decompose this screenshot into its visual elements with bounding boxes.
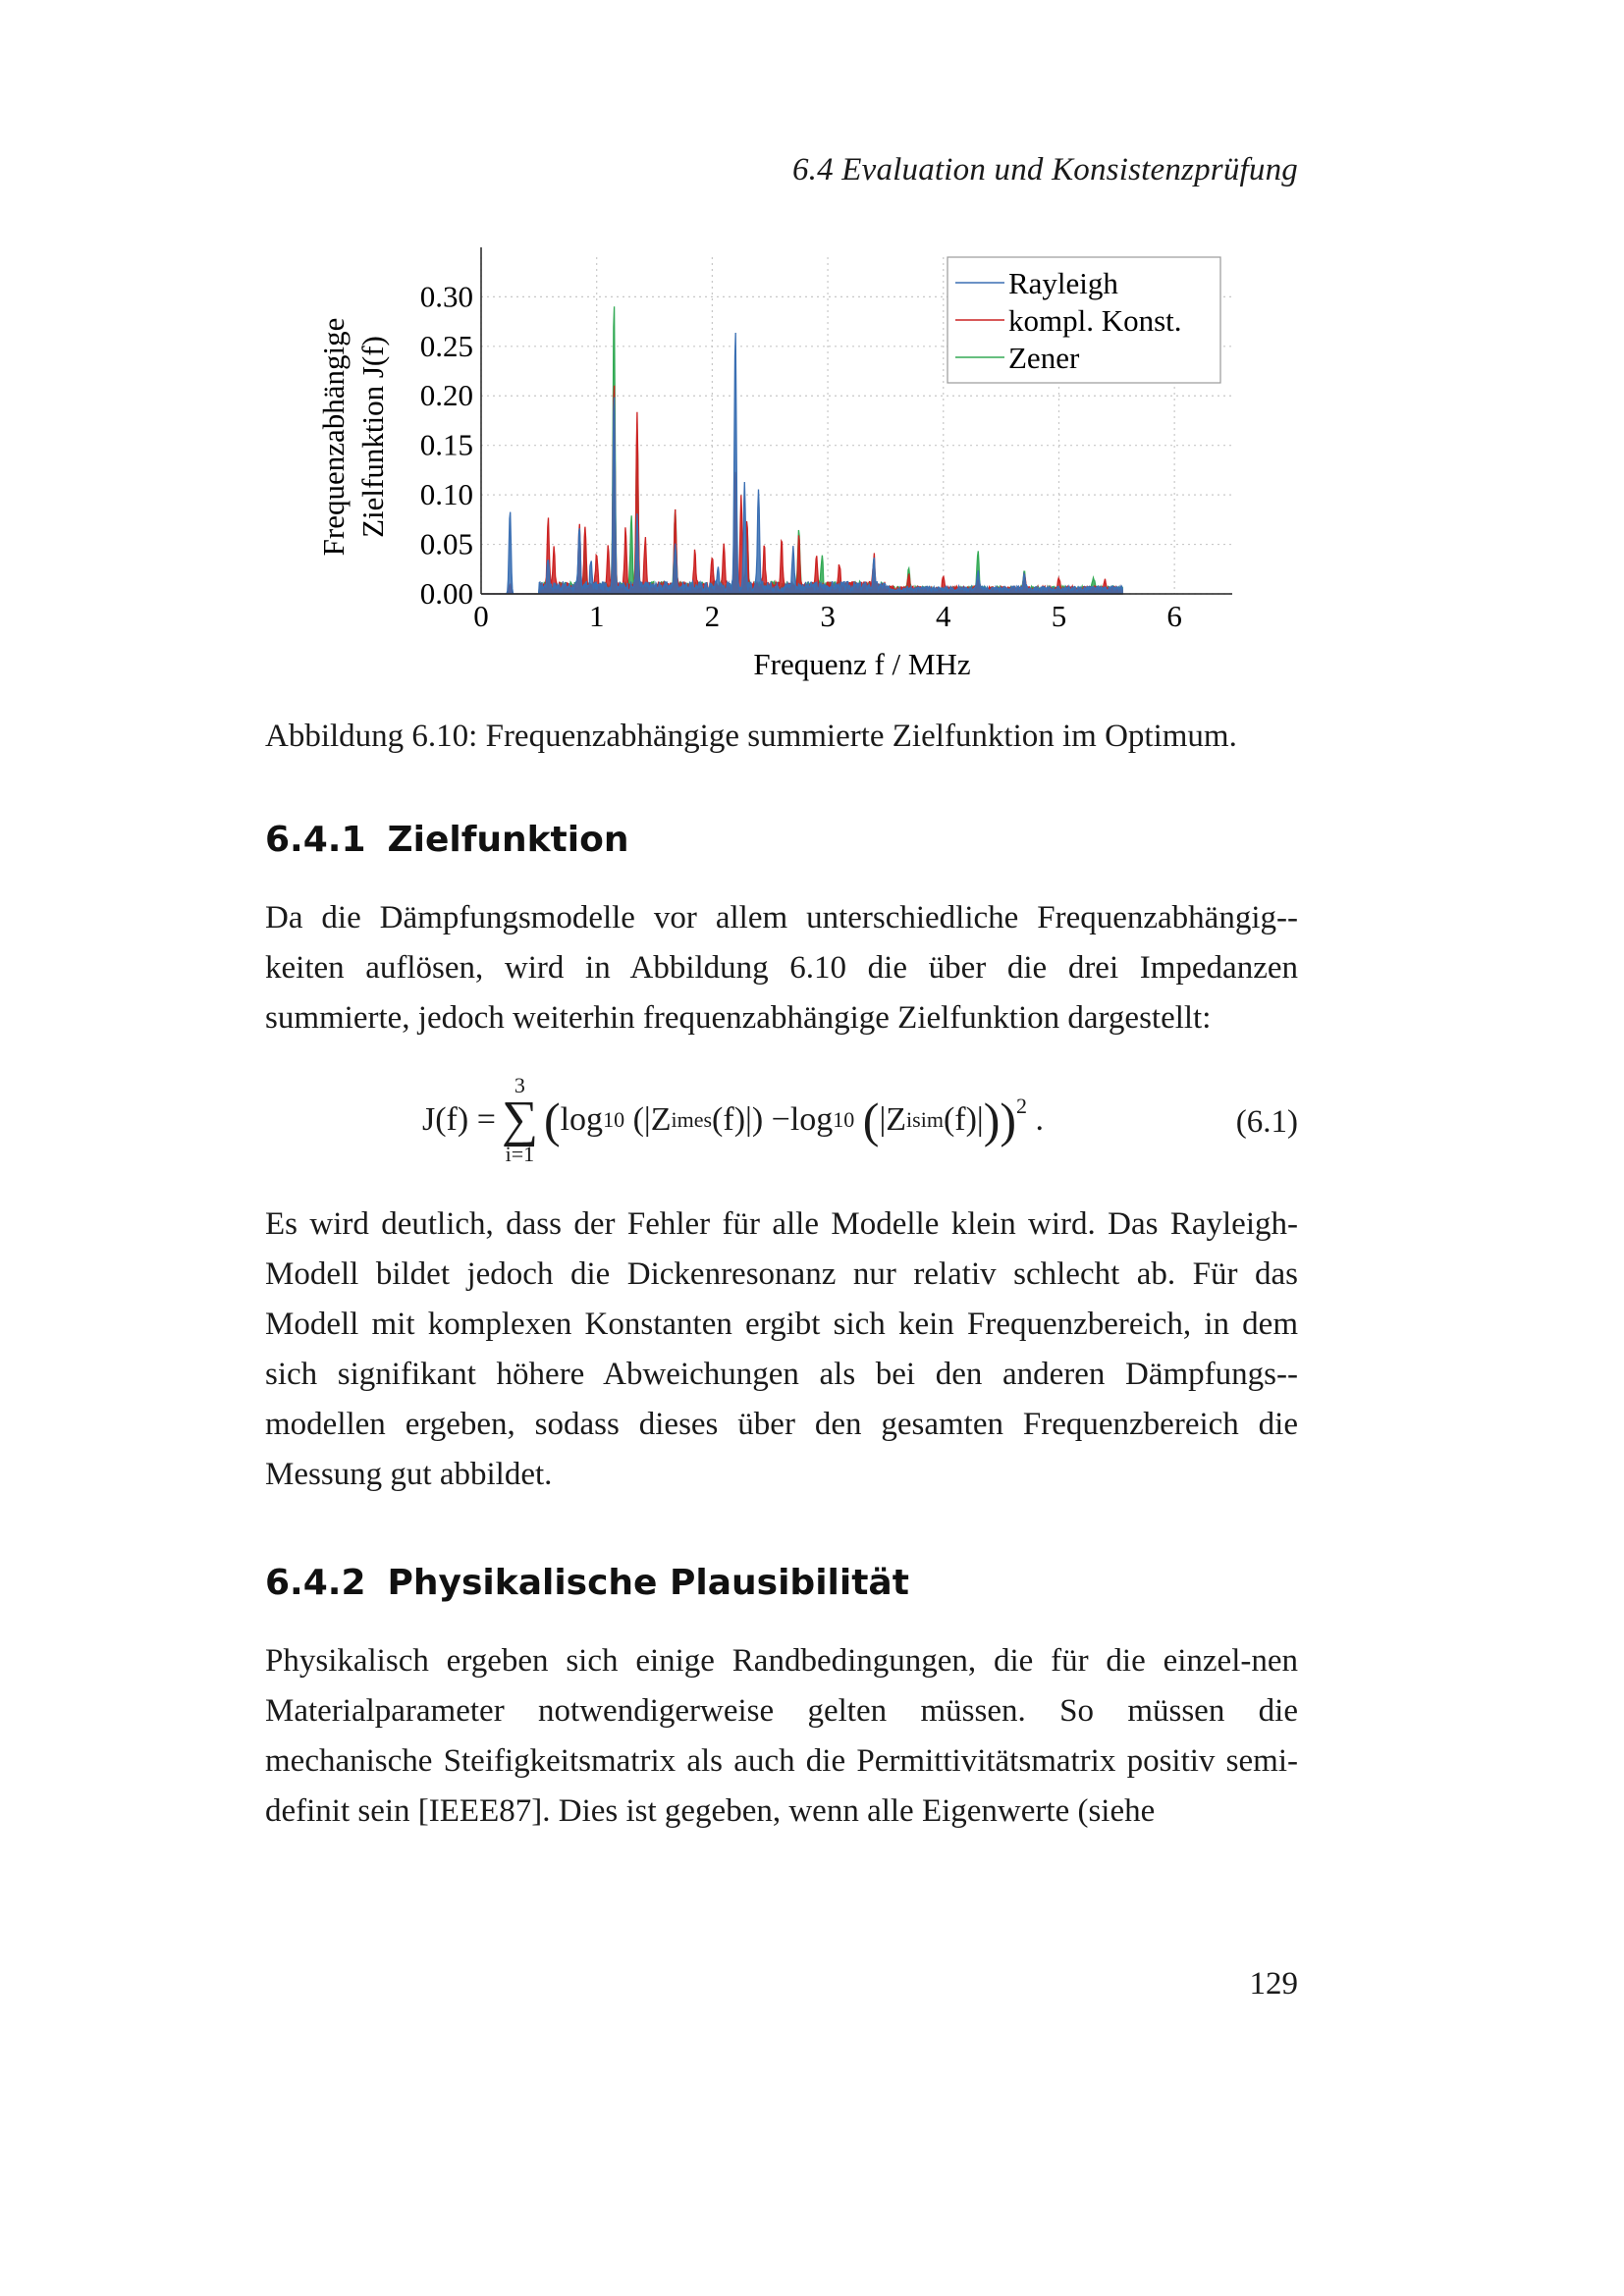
paragraph-discussion: Es wird deutlich, dass der Fehler für alle Modelle klein wird. Das Rayleigh-Modell bildet jedoch die Dickenresonanz nur relativ schlecht ab. Für das Modell mit komplexen Konstanten ergibt sich kein Frequenzbereich, in dem sich signifikant höhere Abweichungen als bei den anderen Dämpfungs-modellen ergeben, sodass dieses über den gesamten Frequenzbereich die Messung gut abbildet. <box>265 1206 1298 1492</box>
x-tick-label: 1 <box>588 599 605 633</box>
x-tick-label: 6 <box>1166 599 1182 633</box>
y-tick-label: 0.05 <box>419 526 473 561</box>
legend-label: kompl. Konst. <box>1008 303 1182 338</box>
paragraph-plausibility: Physikalisch ergeben sich einige Randbedingungen, die für die einzel-nen Materialparameter notwendigerweise gelten müssen. So müssen die mechanische Steifigkeitsmatrix als auch die Permittivitätsmatrix positiv semi-definit sein [IEEE87]. Dies ist gegeben, wenn alle Eigenwerte (siehe <box>265 1643 1298 1829</box>
section-number: 6.4.2 <box>265 1563 366 1603</box>
page-number: 129 <box>1249 1966 1298 2002</box>
equation-body: J(f) = 3 ∑ i=1 ( log 10 (|Z i mes (f)|) − log 10 ( |Z i sim (f)| )) $^2$ . <box>422 1073 1045 1166</box>
section-heading-zielfunktion <box>265 820 628 860</box>
legend-label: Zener <box>1008 341 1080 375</box>
section-title: Zielfunktion <box>387 820 629 860</box>
x-axis-label: Frequenz f / MHz <box>753 647 971 681</box>
x-tick-label: 5 <box>1051 599 1067 633</box>
y-tick-label: 0.20 <box>419 378 473 413</box>
figure-chart <box>295 245 1267 697</box>
running-header: 6.4 Evaluation und Konsistenzprüfung <box>791 152 1298 187</box>
y-tick-label: 0.25 <box>419 328 473 363</box>
x-tick-label: 3 <box>820 599 836 633</box>
chart-legend <box>947 257 1220 383</box>
y-axis-label-line2: Zielfunktion J(f) <box>355 336 390 538</box>
y-tick-label: 0.00 <box>419 576 473 611</box>
x-tick-label: 0 <box>473 599 489 633</box>
x-tick-label: 4 <box>936 599 951 633</box>
legend-label: Rayleigh <box>1008 266 1118 300</box>
y-axis-label-line1: Frequenzabhängige <box>316 317 351 557</box>
section-number: 6.4.1 <box>265 820 366 860</box>
section-title: Physikalische Plausibilität <box>387 1563 909 1603</box>
equation-label: (6.1) <box>1235 1104 1298 1140</box>
y-tick-label: 0.10 <box>419 477 473 512</box>
section-heading-plausibilitaet <box>265 1563 909 1603</box>
paragraph-intro: Da die Dämpfungsmodelle vor allem unterschiedliche Frequenzabhängig-keiten auflösen, wird in Abbildung 6.10 die über die drei Impedanzen summierte, jedoch weiterhin frequenzabhängige Zielfunktion dargestellt: <box>265 900 1298 1036</box>
figure-caption: Abbildung 6.10: Frequenzabhängige summierte Zielfunktion im Optimum. <box>265 719 1237 754</box>
sum-operator: 3 ∑ i=1 <box>501 1073 538 1166</box>
x-tick-label: 2 <box>704 599 721 633</box>
equation-6-1 <box>265 1065 1298 1178</box>
y-tick-label: 0.30 <box>419 279 473 314</box>
y-tick-label: 0.15 <box>419 427 473 462</box>
